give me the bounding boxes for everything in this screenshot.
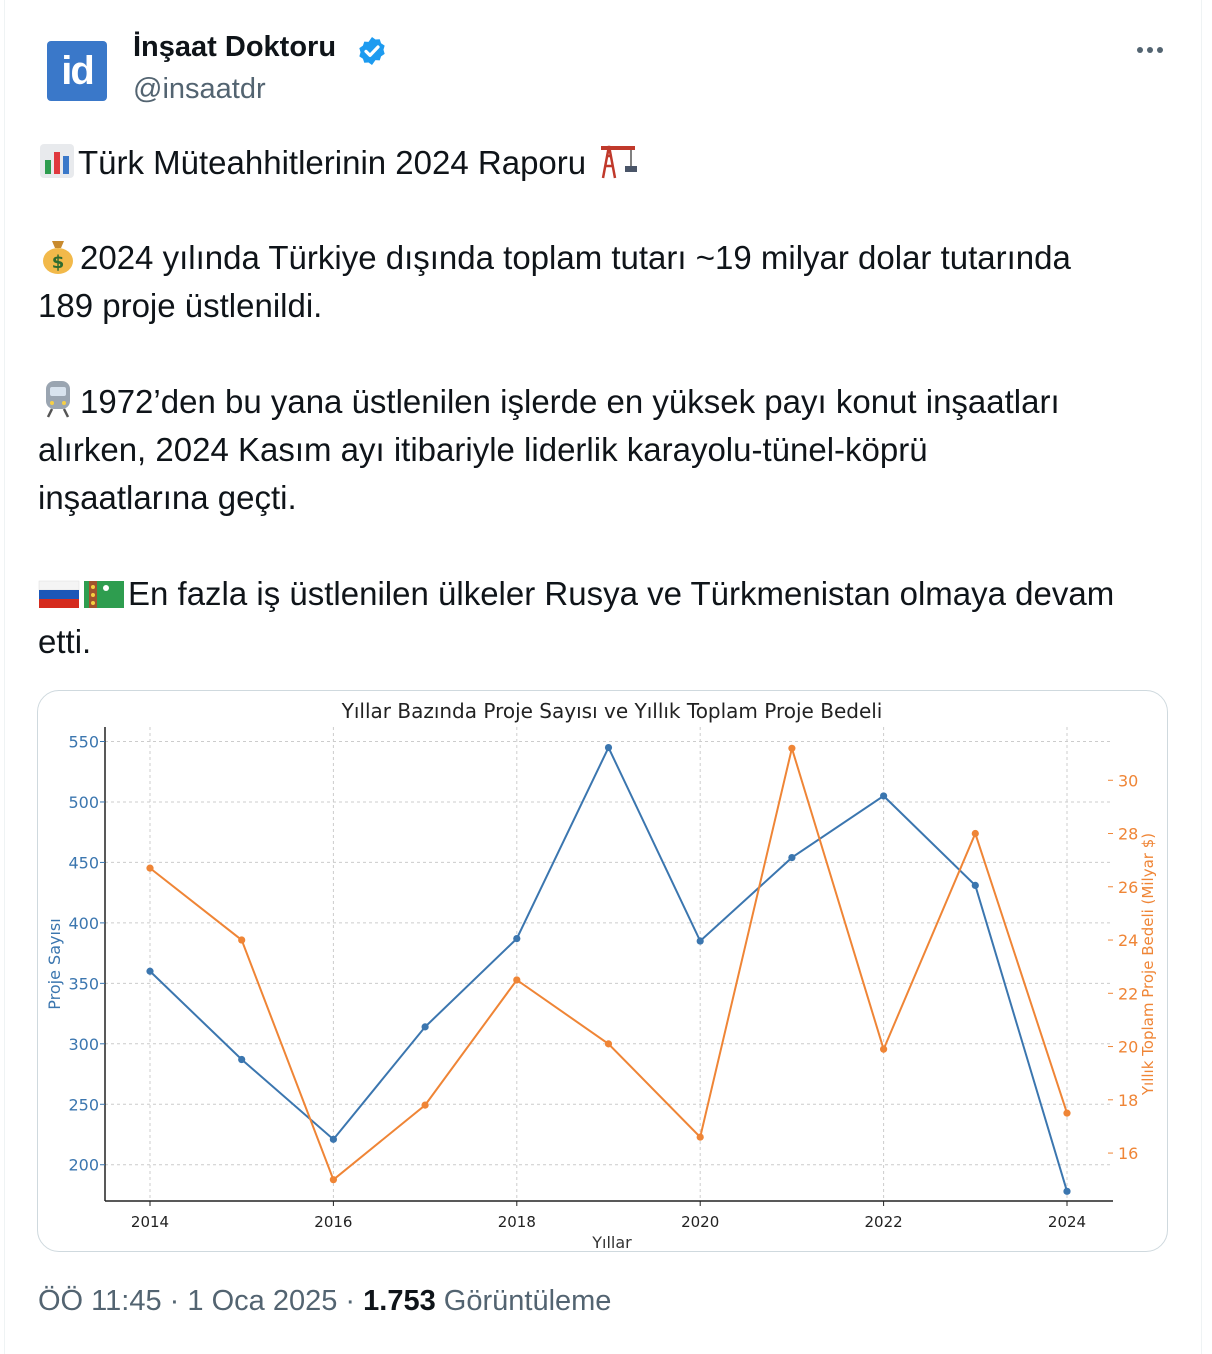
data-point-series-1 xyxy=(422,1023,429,1030)
data-point-series-1 xyxy=(605,744,612,751)
data-point-series-2 xyxy=(697,1133,704,1140)
tweet-text-paragraph xyxy=(38,570,1178,666)
separator: · xyxy=(169,1285,180,1317)
author-avatar[interactable]: id xyxy=(47,41,107,101)
y-right-tick-label: 28 xyxy=(1118,824,1139,844)
data-point-series-1 xyxy=(972,882,979,889)
data-point-series-2 xyxy=(880,1046,887,1053)
data-point-series-1 xyxy=(1063,1188,1070,1195)
turkmenistan-flag-icon xyxy=(82,577,126,611)
data-point-series-2 xyxy=(1063,1110,1070,1117)
data-point-series-1 xyxy=(238,1056,245,1063)
tweet-metadata xyxy=(38,1285,611,1318)
y-left-tick-label: 550 xyxy=(68,732,99,752)
y-left-tick-label: 300 xyxy=(68,1034,99,1054)
series-line-1 xyxy=(150,748,1067,1192)
crane-emoji-icon xyxy=(595,138,637,180)
data-point-series-2 xyxy=(238,936,245,943)
y-left-axis-label: Proje Sayısı xyxy=(45,918,64,1010)
data-point-series-2 xyxy=(972,830,979,837)
views-count: 1.753 xyxy=(363,1285,436,1317)
tweet-text-paragraph xyxy=(38,378,1178,522)
author-name[interactable]: İnşaat Doktoru xyxy=(133,31,337,63)
data-point-series-2 xyxy=(788,745,795,752)
paragraph-line: etti. xyxy=(38,623,92,660)
x-tick-label: 2020 xyxy=(681,1213,720,1231)
data-point-series-1 xyxy=(330,1136,337,1143)
y-right-axis-label: Yıllık Toplam Proje Bedeli (Milyar $) xyxy=(1139,832,1157,1096)
y-right-tick-label: 30 xyxy=(1118,771,1139,791)
x-axis-label: Yıllar xyxy=(592,1233,632,1252)
x-tick-label: 2014 xyxy=(130,1213,170,1231)
chart-title: Yıllar Bazında Proje Sayısı ve Yıllık Toplam Proje Bedeli xyxy=(341,699,883,723)
x-tick-label: 2016 xyxy=(314,1213,353,1231)
paragraph-line: En fazla iş üstlenilen ülkeler Rusya ve Türkmenistan olmaya devam xyxy=(128,575,1115,612)
paragraph-line: 1972’den bu yana üstlenilen işlerde en yüksek payı konut inşaatları xyxy=(80,383,1060,420)
paragraph-line: 189 proje üstlenildi. xyxy=(38,287,323,324)
chart-image-card[interactable] xyxy=(37,690,1168,1252)
paragraph-line: inşaatlarına geçti. xyxy=(38,479,297,516)
y-left-tick-label: 500 xyxy=(68,792,99,812)
data-point-series-1 xyxy=(697,937,704,944)
paragraph-line: alırken, 2024 Kasım ayı itibariyle liderlik karayolu-tünel-köprü xyxy=(38,431,928,468)
y-right-tick-label: 22 xyxy=(1118,984,1139,1004)
data-point-series-1 xyxy=(880,792,887,799)
tweet-text-paragraph xyxy=(38,234,1178,330)
x-tick-label: 2022 xyxy=(864,1213,903,1231)
data-point-series-1 xyxy=(513,935,520,942)
separator: · xyxy=(345,1285,356,1317)
tweet-time[interactable]: ÖÖ 11:45 xyxy=(38,1285,162,1317)
y-right-tick-label: 24 xyxy=(1118,931,1139,951)
y-left-tick-label: 400 xyxy=(68,913,99,933)
y-right-tick-label: 26 xyxy=(1118,877,1139,897)
data-point-series-2 xyxy=(422,1102,429,1109)
series-line-2 xyxy=(150,748,1067,1179)
tunnel-train-emoji-icon xyxy=(38,379,78,419)
tweet-text-paragraph xyxy=(38,138,1178,187)
data-point-series-1 xyxy=(146,968,153,975)
y-right-tick-label: 18 xyxy=(1118,1090,1139,1110)
y-left-tick-label: 200 xyxy=(68,1155,99,1175)
russia-flag-icon xyxy=(38,577,80,611)
y-left-tick-label: 250 xyxy=(68,1095,99,1115)
data-point-series-2 xyxy=(605,1040,612,1047)
views-label: Görüntüleme xyxy=(443,1285,612,1317)
y-left-tick-label: 350 xyxy=(68,974,99,994)
paragraph-text: Türk Müteahhitlerinin 2024 Raporu xyxy=(78,144,587,181)
y-right-tick-label: 20 xyxy=(1118,1037,1139,1057)
data-point-series-1 xyxy=(788,854,795,861)
svg-text:$: $ xyxy=(51,252,65,273)
money-bag-emoji-icon xyxy=(38,235,78,275)
y-right-tick-label: 16 xyxy=(1118,1144,1139,1164)
bar-chart-emoji-icon xyxy=(38,142,76,180)
y-left-tick-label: 450 xyxy=(68,853,99,873)
more-options-icon[interactable] xyxy=(1130,30,1170,70)
x-tick-label: 2018 xyxy=(497,1213,536,1231)
data-point-series-2 xyxy=(513,976,520,983)
line-chart xyxy=(38,691,1168,1252)
author-handle[interactable]: @insaatdr xyxy=(133,73,266,105)
paragraph-line: 2024 yılında Türkiye dışında toplam tutarı ~19 milyar dolar tutarında xyxy=(80,239,1071,276)
tweet-date[interactable]: 1 Oca 2025 xyxy=(187,1285,338,1317)
data-point-series-2 xyxy=(330,1176,337,1183)
x-tick-label: 2024 xyxy=(1047,1213,1087,1231)
verified-badge-icon xyxy=(356,35,388,67)
data-point-series-2 xyxy=(146,865,153,872)
